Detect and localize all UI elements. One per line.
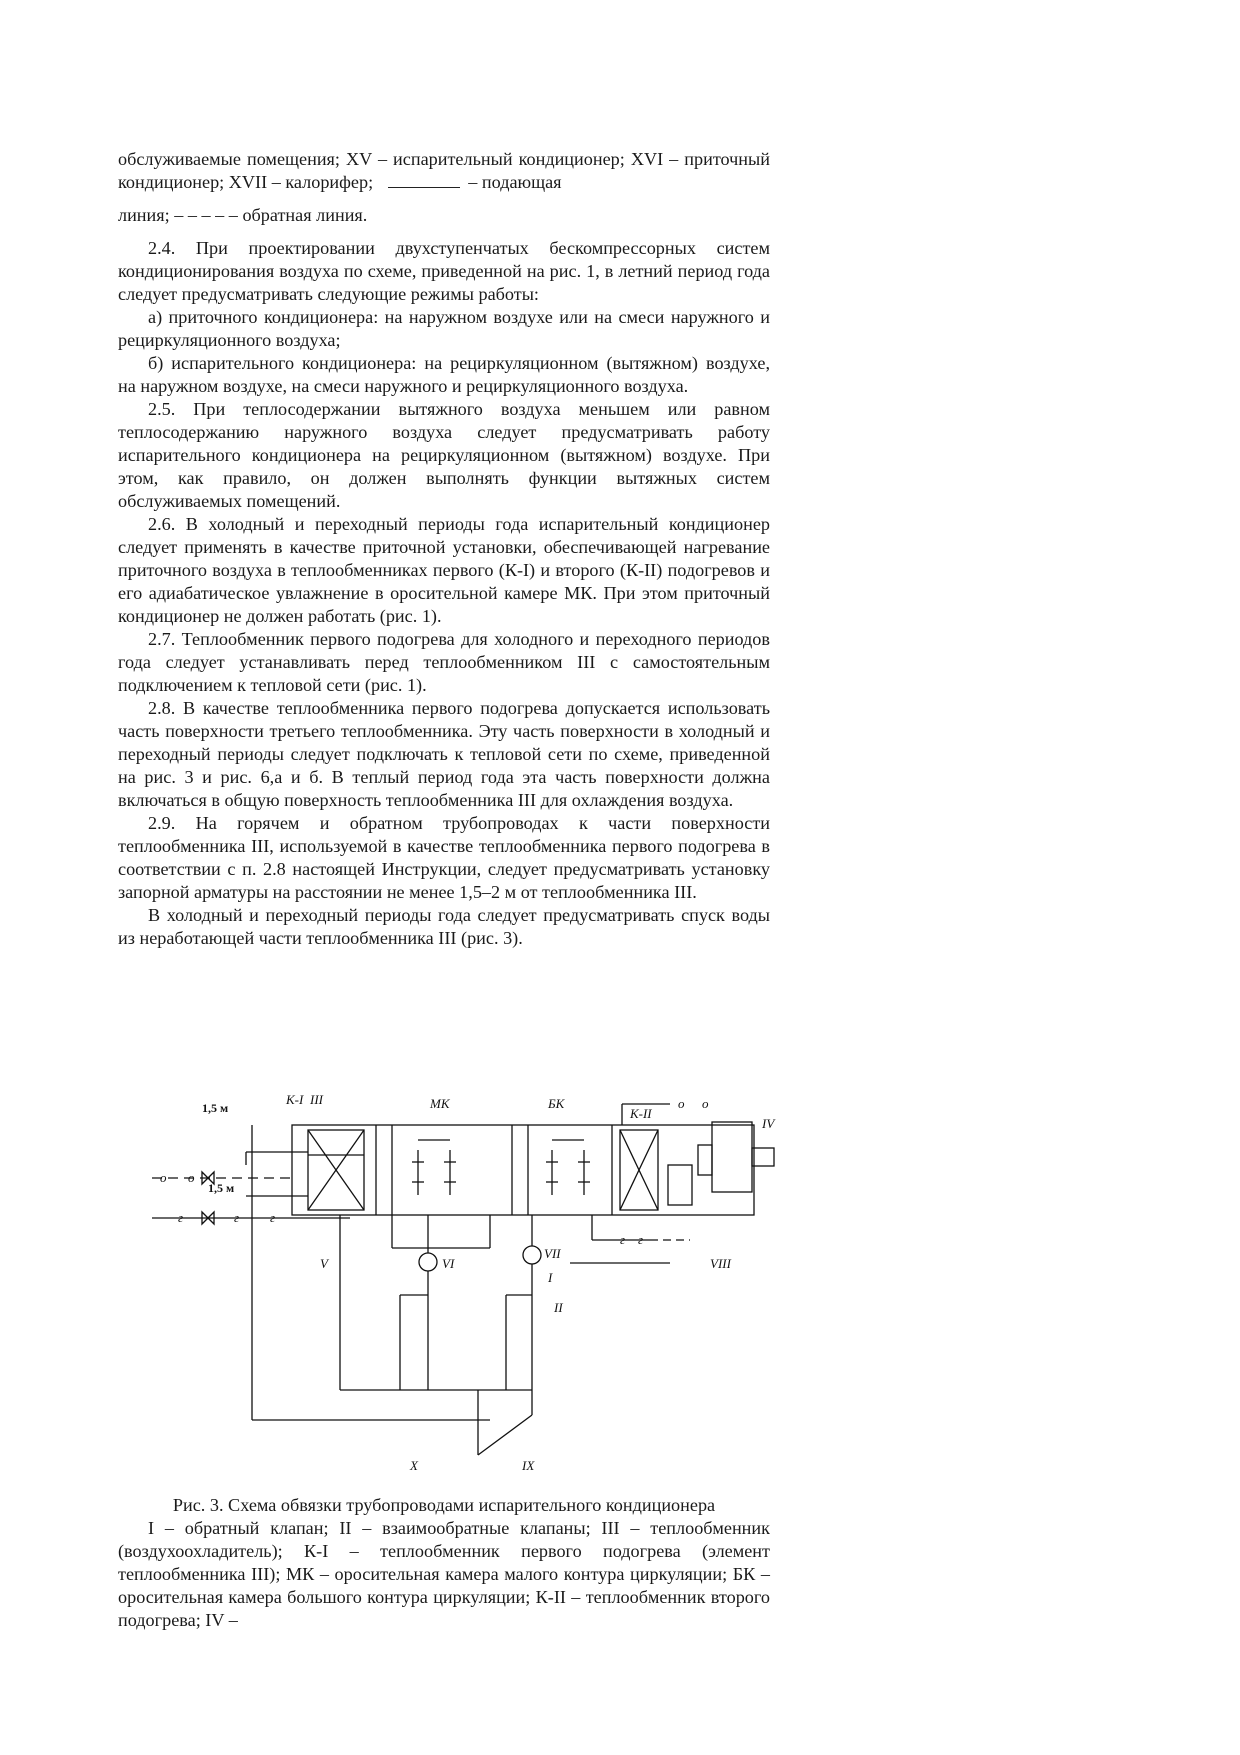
spray-chamber-bk: [546, 1140, 590, 1195]
label-g3: г: [270, 1210, 276, 1225]
label-g5: г: [638, 1232, 644, 1247]
label-i: I: [548, 1270, 553, 1285]
label-bk: БК: [548, 1096, 565, 1111]
spray-chamber-mk: [412, 1140, 456, 1195]
supply-line-symbol: [388, 173, 460, 188]
paragraph-2-9: 2.9. На горячем и обратном трубопроводах к части поверхности теплообменника III, используемой в качестве теплообменника первого подогрева в соответствии с п. 2.8 настоящей Инструкции, следует предусматривать установку запорной арматуры на расстоянии не менее 1,5–2 м от теплообменника III.: [118, 813, 770, 902]
fan-motor: [752, 1148, 774, 1166]
label-vi: VI: [442, 1256, 455, 1271]
label-vii: VII: [544, 1246, 561, 1261]
label-o3: о: [678, 1096, 685, 1111]
conditioner-housing: [292, 1125, 754, 1215]
label-o2: о: [188, 1170, 195, 1185]
label-ix: IX: [522, 1458, 535, 1473]
piping-diagram: [150, 1070, 790, 1480]
paragraph-2-4-b: б) испарительного кондиционера: на рециркуляционном (вытяжном) воздухе, на наружном воздухе, на смеси наружного и рециркуляционного воздуха.: [118, 353, 770, 396]
intro-text: обслуживаемые помещения; XV – испарительный кондиционер; XVI – приточный кондиционер; XVII – калорифер;: [118, 149, 770, 192]
label-g1: г: [178, 1210, 184, 1225]
pump-vi: [419, 1253, 437, 1271]
fan-coupling: [698, 1145, 712, 1175]
pump-vii: [523, 1246, 541, 1264]
intro-supply-suffix: – подающая: [468, 172, 562, 192]
paragraph-drain: В холодный и переходный периоды года следует предусматривать спуск воды из неработающей части теплообменника III (рис. 3).: [118, 905, 770, 948]
fan-iv: [712, 1122, 752, 1192]
label-g4: г: [620, 1232, 626, 1247]
paragraph-2-8: 2.8. В качестве теплообменника первого подогрева допускается использовать часть поверхности третьего теплообменника. Эту часть поверхности в холодный и переходный периоды следует подключать к тепловой сети по схеме, приведенной на рис. 3 и рис. 6,а и б. В теплый период года эта часть поверхности должна включаться в общую поверхность теплообменника III для охлаждения воздуха.: [118, 698, 770, 810]
label-iii: III: [310, 1092, 323, 1107]
label-mk: МК: [430, 1096, 450, 1111]
label-o4: о: [702, 1096, 709, 1111]
figure-caption: [118, 1494, 770, 1632]
paragraph-2-6: 2.6. В холодный и переходный периоды года испарительный кондиционер следует применять в качестве приточной установки, обеспечивающей нагревание приточного воздуха в теплообменниках первого (К-I) и второго (К-II) подогревов и его адиабатическое увлажнение в оросительной камере МК. При этом приточный кондиционер не должен работать (рис. 1).: [118, 514, 770, 626]
paragraph-2-5: 2.5. При теплосодержании вытяжного воздуха меньшем или равном теплосодержанию наружного воздуха следует предусматривать работу испарительного кондиционера на рециркуляционном (вытяжном) воздухе. При этом, как правило, он должен выполнять функции вытяжных систем обслуживаемых помещений.: [118, 399, 770, 511]
caption-title: Рис. 3. Схема обвязки трубопроводами испарительного кондиционера: [172, 1495, 716, 1515]
intro-line-1: [118, 148, 770, 194]
drain-line-ix-2: [478, 1415, 532, 1455]
label-x: X: [410, 1458, 418, 1473]
fan-casing: [668, 1165, 692, 1205]
intro-line-2: линия; – – – – – обратная линия.: [118, 205, 368, 225]
label-ii: II: [554, 1300, 563, 1315]
paragraph-2-4: 2.4. При проектировании двухступенчатых бескомпрессорных систем кондиционирования воздуха по схеме, приведенной на рис. 1, в летний период года следует предусматривать следующие режимы работы:: [118, 238, 770, 304]
paragraph-2-7: 2.7. Теплообменник первого подогрева для холодного и переходного периодов года следует устанавливать перед теплообменником III с самостоятельным подключением к тепловой сети (рис. 1).: [118, 629, 770, 695]
label-ki: К-I: [286, 1092, 304, 1107]
label-g2: г: [234, 1210, 240, 1225]
label-iv: IV: [762, 1116, 775, 1131]
label-dist-mid: 1,5 м: [208, 1181, 235, 1195]
label-dist-top: 1,5 м: [202, 1101, 229, 1115]
label-o1: о: [160, 1170, 167, 1185]
label-viii: VIII: [710, 1256, 731, 1271]
paragraph-2-4-a: а) приточного кондиционера: на наружном воздухе или на смеси наружного и рециркуляционного воздуха;: [118, 307, 770, 350]
label-kii: К-II: [630, 1106, 652, 1121]
label-v: V: [320, 1256, 328, 1271]
piping-diagram-svg: [150, 1070, 790, 1480]
document-body: [118, 148, 770, 950]
caption-legend: I – обратный клапан; II – взаимообратные клапаны; III – теплообменник (воздухоохладитель); К-I – теплообменник первого подогрева (элемент теплообменника III); МК – оросительная камера малого контура циркуляции; БК – оросительная камера большого контура циркуляции; К-II – теплообменник второго подогрева; IV –: [118, 1518, 770, 1630]
